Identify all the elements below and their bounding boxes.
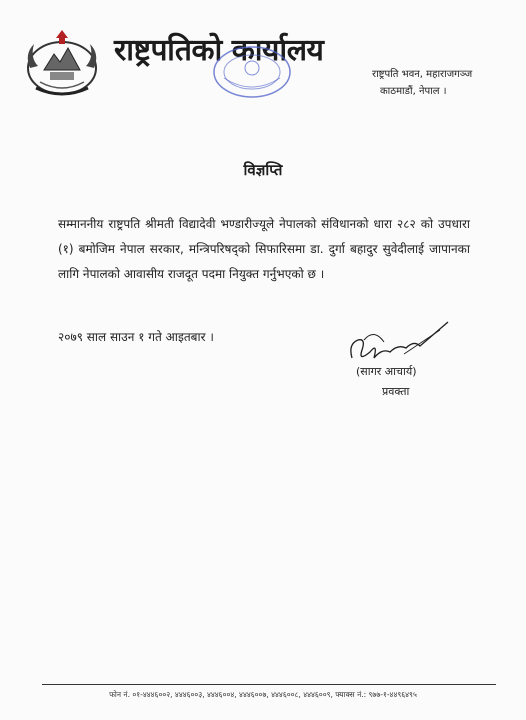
footer-divider [42,684,496,685]
address-line-1: राष्ट्रपति भवन, महाराजगञ्ज [372,69,473,80]
office-stamp-icon [210,44,294,100]
office-address [372,66,472,100]
office-title: राष्ट्रपतिको कार्यालय [114,33,324,68]
signatory-title: प्रवक्ता [382,385,410,398]
address-line-2: काठमाडौं, नेपाल । [380,86,447,97]
notice-body: सम्माननीय राष्ट्रपति श्रीमती विद्यादेवी भण्डारीज्यूले नेपालको संविधानको धारा २८२ को उपधारा (१) बमोजिम नेपाल सरकार, मन्त्रिपरिषद्को सिफारिसमा डा. दुर्गा बहादुर सुवेदीलाई जापानका लागि नेपालको आवासीय राजदूत पदमा नियुक्त गर्नुभएको छ । [58,217,470,281]
footer-contact: फोन नं. ०१-४४४६००२, ४४४६००३, ४४४६००४, ४४४६००७, ४४४६००८, ४४४६००९, फ्याक्स नं.: ९७७-१-४४९६४९५ [109,690,417,699]
signature-icon [344,318,454,368]
notice-heading: विज्ञप्ति [243,161,283,179]
signatory-name: (सागर आचार्य) [356,365,417,378]
nepal-emblem-icon [20,24,104,100]
notice-date: २०७९ साल साउन १ गते आइतबार । [58,330,214,344]
